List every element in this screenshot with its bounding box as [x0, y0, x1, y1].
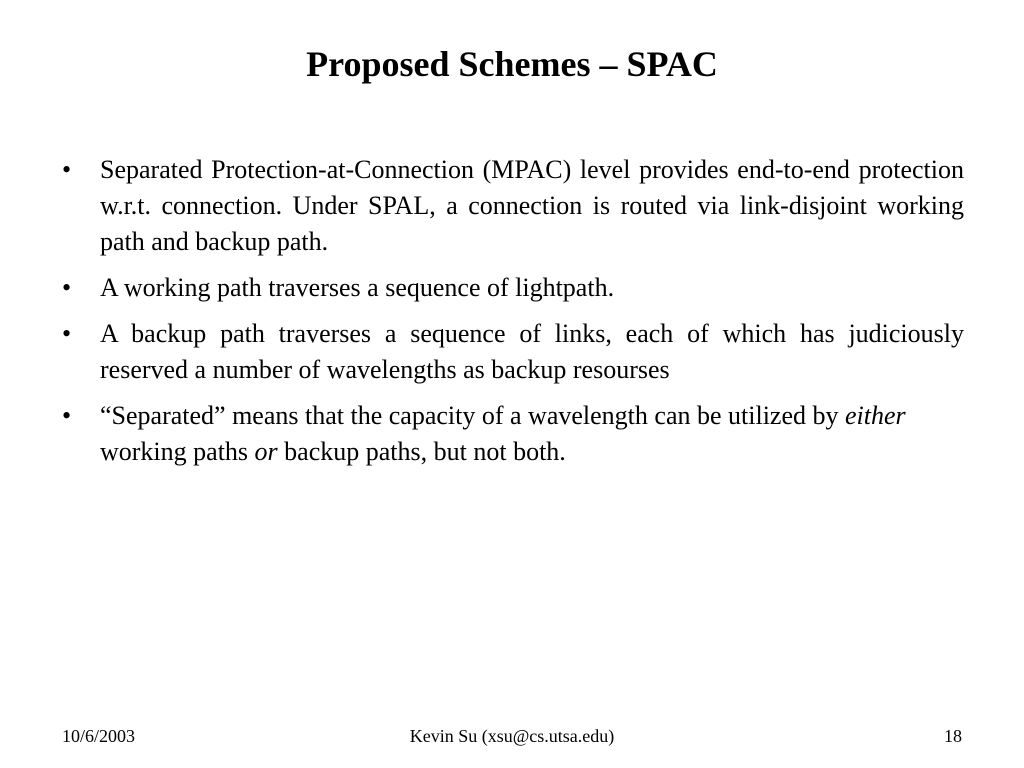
bullet-text: A working path traverses a sequence of lightpath.: [100, 273, 615, 302]
bullet-text-part: working paths: [100, 437, 255, 466]
emphasis-text: or: [254, 437, 278, 466]
bullet-item: [62, 398, 964, 470]
bullet-item: [62, 152, 964, 260]
bullet-text: A backup path traverses a sequence of links, each of which has judiciously reserved a number of wavelengths as backup resourses: [100, 319, 964, 384]
bullet-item: [62, 316, 964, 388]
bullet-text-part: backup paths, but not both.: [277, 437, 566, 466]
bullet-dot: •: [62, 273, 72, 302]
footer-page-number: 18: [944, 726, 962, 746]
bullet-list: [62, 152, 964, 480]
bullet-text: [100, 401, 906, 466]
bullet-item: [62, 270, 964, 306]
slide-title: Proposed Schemes – SPAC: [306, 44, 718, 84]
bullet-text-part: “Separated” means that the capacity of a wavelength can be utilized by: [100, 401, 845, 430]
bullet-dot: •: [62, 155, 72, 184]
bullet-dot: •: [62, 401, 72, 430]
footer-date: 10/6/2003: [62, 726, 136, 746]
bullet-dot: •: [62, 319, 72, 348]
emphasis-text: either: [845, 401, 906, 430]
bullet-text: Separated Protection-at-Connection (MPAC) level provides end-to-end protection w.r.t. connection. Under SPAL, a connection is routed via link-disjoint working path and backup path.: [100, 155, 964, 256]
footer-author: Kevin Su (xsu@cs.utsa.edu): [409, 726, 615, 746]
